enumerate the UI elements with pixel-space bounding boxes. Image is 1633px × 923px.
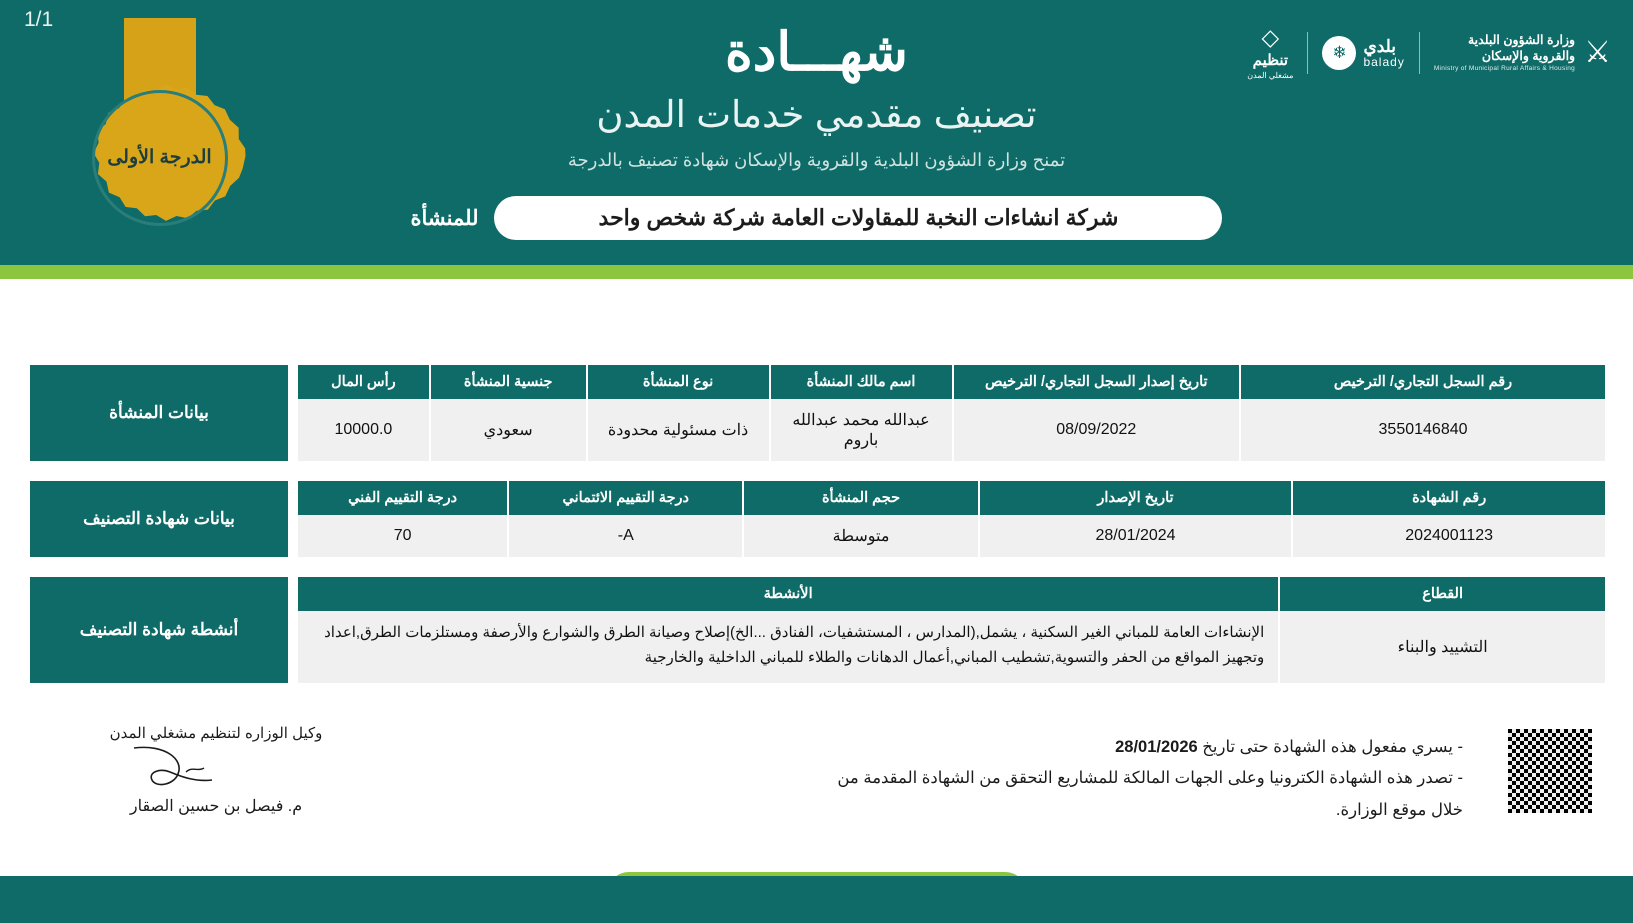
header-cr-issue-date: تاريخ إصدار السجل التجاري/ الترخيص bbox=[952, 365, 1240, 399]
establishment-grid bbox=[298, 365, 1605, 461]
entity-name: شركة انشاءات النخبة للمقاولات العامة شركة شخص واحد bbox=[494, 196, 1222, 240]
value-owner-name: عبدالله محمد عبدالله باروم bbox=[769, 399, 952, 461]
classification-grid-row bbox=[298, 515, 1605, 557]
value-certificate-number: 2024001123 bbox=[1291, 515, 1605, 557]
value-cr-issue-date: 08/09/2022 bbox=[952, 399, 1240, 461]
value-establishment-size: متوسطة bbox=[742, 515, 977, 557]
tanzeem-title: تنظيم bbox=[1252, 52, 1289, 69]
value-credit-rating: -A bbox=[507, 515, 742, 557]
header-establishment-size: حجم المنشأة bbox=[742, 481, 977, 515]
header-establishment-type: نوع المنشأة bbox=[586, 365, 769, 399]
ministry-line1: وزارة الشؤون البلدية bbox=[1467, 33, 1576, 48]
section-classification-data bbox=[30, 481, 1605, 557]
certificate-title: شهـــادة bbox=[725, 23, 908, 82]
footer-notes bbox=[823, 732, 1463, 826]
electronic-issue-note: - تصدر هذه الشهادة الكترونيا وعلى الجهات المالكة للمشاريع التحقق من الشهادة المقدمة من خلال موقع الوزارة. bbox=[837, 769, 1463, 819]
signature-block bbox=[86, 724, 346, 816]
establishment-grid-header bbox=[298, 365, 1605, 399]
establishment-grid-row bbox=[298, 399, 1605, 461]
saudi-emblem-icon: ⚔ bbox=[1584, 36, 1611, 69]
validity-note bbox=[823, 732, 1463, 763]
ministry-line3: Ministry of Municipal Rural Affairs & Housing bbox=[1433, 64, 1576, 72]
activities-grid bbox=[298, 577, 1605, 683]
activities-grid-header bbox=[298, 577, 1605, 611]
section-title-activities: أنشطة شهادة التصنيف bbox=[30, 577, 288, 683]
header-cr-number: رقم السجل التجاري/ الترخيص bbox=[1239, 365, 1605, 399]
activities-grid-row bbox=[298, 611, 1605, 683]
certificate-header bbox=[0, 0, 1633, 265]
certificate-subtitle: تصنيف مقدمي خدمات المدن bbox=[596, 94, 1037, 135]
signature-role: وكيل الوزاره لتنظيم مشغلي المدن bbox=[109, 725, 323, 742]
header-certificate-number: رقم الشهادة bbox=[1291, 481, 1605, 515]
header-credit-rating: درجة التقييم الائتماني bbox=[507, 481, 742, 515]
page-counter: 1/1 bbox=[24, 8, 54, 31]
header-establishment-nationality: جنسية المنشأة bbox=[429, 365, 586, 399]
signature-name: م. فيصل بن حسين الصقار bbox=[129, 798, 303, 815]
section-classification-activities bbox=[30, 577, 1605, 683]
ministry-line2: والقروية والإسكان bbox=[1481, 48, 1576, 63]
ministry-logo bbox=[1434, 33, 1611, 72]
validity-note-text: - يسري مفعول هذه الشهادة حتى تاريخ bbox=[1197, 738, 1463, 756]
section-establishment-data bbox=[30, 365, 1605, 461]
tanzeem-mark-icon: ◇ bbox=[1261, 24, 1280, 50]
value-cr-number: 3550146840 bbox=[1239, 399, 1605, 461]
header-green-bar bbox=[0, 265, 1633, 279]
header-sector: القطاع bbox=[1278, 577, 1605, 611]
qr-code[interactable] bbox=[1505, 726, 1595, 816]
value-activities: الإنشاءات العامة للمباني الغير السكنية ، يشمل,(المدارس ، المستشفيات، الفنادق ...الخ)إصلاح وصيانة الطرق والشوارع والأرصفة ومستلزمات الطرق,اعداد وتجهيز المواقع من الحفر والتسوية,تشطيب المباني,أعمال الدهانات والطلاء للمباني الداخلية والخارجية bbox=[298, 611, 1278, 683]
value-establishment-nationality: سعودي bbox=[429, 399, 586, 461]
classification-grid bbox=[298, 481, 1605, 557]
value-sector: التشييد والبناء bbox=[1278, 611, 1605, 683]
certificate-note: تمنح وزارة الشؤون البلدية والقروية والإسكان شهادة تصنيف بالدرجة bbox=[567, 150, 1066, 170]
logo-divider bbox=[1307, 32, 1308, 74]
header-capital: رأس المال bbox=[298, 365, 429, 399]
classification-grid-header bbox=[298, 481, 1605, 515]
entity-row bbox=[0, 196, 1633, 240]
balady-logo bbox=[1322, 36, 1404, 70]
header-issue-date: تاريخ الإصدار bbox=[978, 481, 1292, 515]
value-establishment-type: ذات مسئولية محدودة bbox=[586, 399, 769, 461]
certificate-sections bbox=[30, 365, 1605, 703]
tanzeem-subtitle: مشغلي المدن bbox=[1247, 71, 1294, 80]
balady-mark-icon: ❄ bbox=[1322, 36, 1356, 70]
header-technical-rating: درجة التقييم الفني bbox=[298, 481, 507, 515]
entity-label: للمنشأة bbox=[410, 206, 479, 230]
certificate-footer bbox=[0, 712, 1633, 872]
signature-mark-icon bbox=[86, 742, 346, 794]
balady-label-ar: بلدي bbox=[1363, 36, 1397, 56]
medal-degree-label: الدرجة الأولى bbox=[107, 146, 212, 168]
header-activities: الأنشطة bbox=[298, 577, 1278, 611]
section-title-classification: بيانات شهادة التصنيف bbox=[30, 481, 288, 557]
value-issue-date: 28/01/2024 bbox=[978, 515, 1292, 557]
header-logos bbox=[1247, 26, 1611, 80]
section-title-establishment: بيانات المنشأة bbox=[30, 365, 288, 461]
validity-date: 28/01/2026 bbox=[1115, 738, 1198, 756]
footer-teal-bar bbox=[0, 876, 1633, 923]
value-capital: 10000.0 bbox=[298, 399, 429, 461]
balady-label-en: balady bbox=[1363, 54, 1405, 69]
tanzeem-logo bbox=[1247, 26, 1293, 80]
logo-divider-2 bbox=[1419, 32, 1420, 74]
value-technical-rating: 70 bbox=[298, 515, 507, 557]
header-owner-name: اسم مالك المنشأة bbox=[769, 365, 952, 399]
